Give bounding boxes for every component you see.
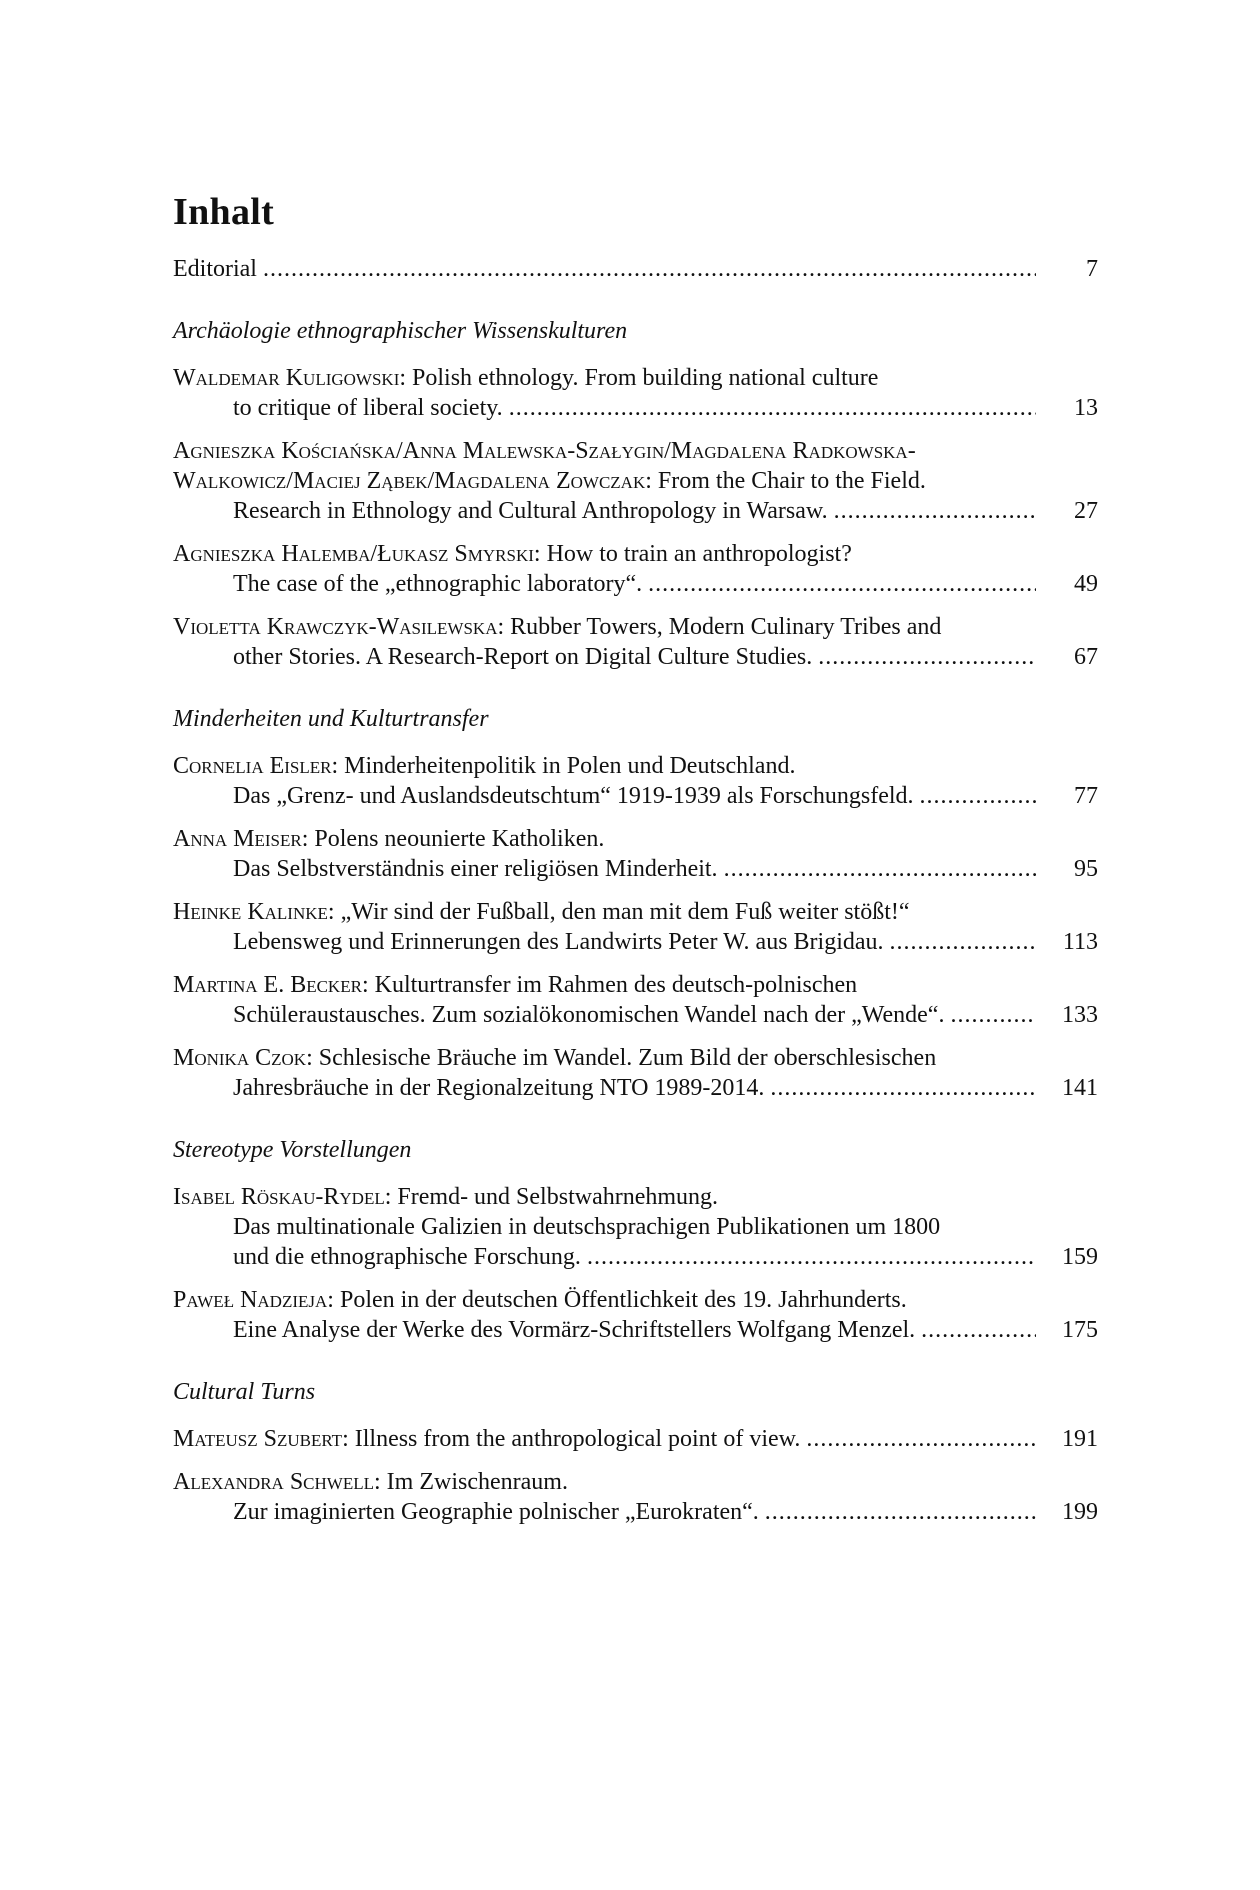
toc-entry <box>173 1424 1098 1454</box>
entry-title: Schüleraustausches. Zum sozialökonomischen Wandel nach der „Wende“. <box>233 1002 945 1028</box>
entry-title-text <box>233 854 718 884</box>
page-number: 159 <box>1062 1244 1098 1270</box>
entry-title: Research in Ethnology and Cultural Anthropology in Warsaw. <box>233 498 828 524</box>
entry-author: Agnieszka Halemba/Łukasz Smyrski <box>173 541 534 567</box>
entry-line: Walkowicz/Maciej Ząbek/Magdalena Zowczak: From the Chair to the Field. <box>173 468 926 494</box>
dot-leader <box>770 1073 1036 1103</box>
entry-continuation <box>173 1000 1098 1030</box>
page-number: 49 <box>1074 571 1098 597</box>
entry-author: Isabel Röskau-Rydel <box>173 1184 385 1210</box>
entry-title-text <box>233 393 503 423</box>
dot-leader <box>921 1315 1036 1345</box>
page-number: 141 <box>1062 1075 1098 1101</box>
dot-leader <box>818 642 1036 672</box>
entry-title-text <box>233 1242 581 1272</box>
entry-title: Das multinationale Galizien in deutschsprachigen Publikationen um 1800 <box>233 1214 941 1240</box>
toc-line <box>233 496 1098 526</box>
entry-author: Heinke Kalinke <box>173 899 328 925</box>
entry-title: How to train an anthropologist? <box>546 541 852 567</box>
entry-continuation <box>173 1497 1098 1527</box>
toc-line <box>233 1073 1098 1103</box>
page-number: 191 <box>1062 1426 1098 1452</box>
entry-title: Eine Analyse der Werke des Vormärz-Schriftstellers Wolfgang Menzel. <box>233 1317 916 1343</box>
page-number: 95 <box>1074 856 1098 882</box>
entry-title: Minderheitenpolitik in Polen und Deutschland. <box>344 753 796 779</box>
table-of-contents <box>173 190 1098 1540</box>
entry-title: Das Selbstverständnis einer religiösen Minderheit. <box>233 856 718 882</box>
entry-title: Polen in der deutschen Öffentlichkeit des 19. Jahrhunderts. <box>339 1287 907 1313</box>
toc-line <box>233 1315 1098 1345</box>
toc-entry <box>173 970 1098 1030</box>
toc-entry <box>173 1182 1098 1272</box>
page-number: 199 <box>1062 1499 1098 1525</box>
toc-entry <box>173 824 1098 884</box>
page-number: 7 <box>1086 256 1098 282</box>
entry-title: Kulturtransfer im Rahmen des deutsch-polnischen <box>374 972 858 998</box>
entry-title: Schlesische Bräuche im Wandel. Zum Bild der oberschlesischen <box>318 1045 937 1071</box>
entry-line: Anna Meiser: Polens neounierte Katholiken. <box>173 826 605 852</box>
entry-title-text <box>233 781 914 811</box>
entry-title: und die ethnographische Forschung. <box>233 1244 581 1270</box>
entry-title-text <box>233 496 828 526</box>
entry-line: Waldemar Kuligowski: Polish ethnology. From building national culture <box>173 365 879 391</box>
entry-continuation <box>173 927 1098 957</box>
dot-leader <box>648 569 1036 599</box>
entry-line: Martina E. Becker: Kulturtransfer im Rahmen des deutsch-polnischen <box>173 972 858 998</box>
entry-continuation <box>173 496 1098 526</box>
toc-entry-editorial <box>173 254 1098 284</box>
entry-title-text: Mateusz Szubert: Illness from the anthropological point of view. <box>173 1426 801 1452</box>
entry-author: Mateusz Szubert <box>173 1426 343 1452</box>
section-title: Minderheiten und Kulturtransfer <box>173 706 489 732</box>
section-title: Stereotype Vorstellungen <box>173 1137 412 1163</box>
entry-author: Martina E. Becker <box>173 972 362 998</box>
toc-entry <box>173 539 1098 599</box>
entry-title: Rubber Towers, Modern Culinary Tribes and <box>510 614 942 640</box>
entry-title: Fremd- und Selbstwahrnehmung. <box>397 1184 719 1210</box>
toc-entry <box>173 612 1098 672</box>
dot-leader <box>834 496 1036 526</box>
page-number: 77 <box>1074 783 1098 809</box>
entry-title: Zur imaginierten Geographie polnischer „Eurokraten“. <box>233 1499 759 1525</box>
entry-author: Alexandra Schwell <box>173 1469 374 1495</box>
toc-line <box>233 1000 1098 1030</box>
dot-leader <box>587 1242 1036 1272</box>
entry-continuation <box>173 569 1098 599</box>
page-number: 175 <box>1062 1317 1098 1343</box>
toc-entry <box>173 1467 1098 1527</box>
entry-line: Cornelia Eisler: Minderheitenpolitik in Polen und Deutschland. <box>173 753 796 779</box>
toc-line <box>233 642 1098 672</box>
entry-continuation <box>173 1315 1098 1345</box>
entry-author: Waldemar Kuligowski <box>173 365 400 391</box>
entry-title: From the Chair to the Field. <box>657 468 926 494</box>
entry-continuation <box>173 1242 1098 1272</box>
entry-title: Im Zwischenraum. <box>386 1469 568 1495</box>
entry-author: Anna Meiser <box>173 826 302 852</box>
toc-line <box>233 854 1098 884</box>
entry-title: The case of the „ethnographic laboratory“. <box>233 571 643 597</box>
entry-author: Cornelia Eisler <box>173 753 332 779</box>
entry-line <box>173 1424 1098 1454</box>
entry-line: Violetta Krawczyk-Wasilewska: Rubber Towers, Modern Culinary Tribes and <box>173 614 942 640</box>
entry-continuation <box>173 1073 1098 1103</box>
page-number: 67 <box>1074 644 1098 670</box>
entry-title: Polish ethnology. From building national culture <box>412 365 879 391</box>
toc-entry <box>173 363 1098 423</box>
entry-continuation <box>173 642 1098 672</box>
page-number: 27 <box>1074 498 1098 524</box>
toc-entry <box>173 1043 1098 1103</box>
toc-line <box>173 254 1098 284</box>
toc-line <box>233 1497 1098 1527</box>
entry-title: to critique of liberal society. <box>233 395 503 421</box>
entry-line: Alexandra Schwell: Im Zwischenraum. <box>173 1469 568 1495</box>
toc-entry <box>173 436 1098 526</box>
entry-author: Violetta Krawczyk-Wasilewska <box>173 614 498 640</box>
toc-sections <box>173 318 1098 1527</box>
dot-leader <box>920 781 1036 811</box>
toc-line <box>233 1242 1098 1272</box>
entry-title-text <box>233 642 812 672</box>
entry-author: Paweł Nadzieja <box>173 1287 328 1313</box>
page-title: Inhalt <box>173 191 275 233</box>
entry-title: Polens neounierte Katholiken. <box>314 826 605 852</box>
entry-title-text <box>233 1315 915 1345</box>
entry-title: Lebensweg und Erinnerungen des Landwirts Peter W. aus Brigidau. <box>233 929 884 955</box>
entry-title: other Stories. A Research-Report on Digital Culture Studies. <box>233 644 813 670</box>
entry-line: Agnieszka Halemba/Łukasz Smyrski: How to train an anthropologist? <box>173 541 852 567</box>
page-number: 13 <box>1074 395 1098 421</box>
entry-continuation <box>173 1212 1098 1242</box>
entry-title-text <box>233 927 884 957</box>
toc-line <box>233 393 1098 423</box>
entry-title: „Wir sind der Fußball, den man mit dem Fuß weiter stößt!“ <box>340 899 910 925</box>
entry-line <box>173 436 1098 466</box>
entry-title: Jahresbräuche in der Regionalzeitung NTO 1989-2014. <box>233 1075 765 1101</box>
toc-line <box>233 927 1098 957</box>
section-title: Cultural Turns <box>173 1379 316 1405</box>
toc-entry <box>173 897 1098 957</box>
entry-line: Paweł Nadzieja: Polen in der deutschen Öffentlichkeit des 19. Jahrhunderts. <box>173 1287 907 1313</box>
toc-entry <box>173 1285 1098 1345</box>
entry-title-text <box>233 1000 944 1030</box>
entry-title-text <box>233 1497 759 1527</box>
toc-entry <box>173 751 1098 811</box>
entry-line: Monika Czok: Schlesische Bräuche im Wandel. Zum Bild der oberschlesischen <box>173 1045 937 1071</box>
entry-continuation <box>173 393 1098 423</box>
entry-continuation <box>173 781 1098 811</box>
dot-leader <box>950 1000 1036 1030</box>
entry-continuation <box>173 854 1098 884</box>
entry-author: Agnieszka Kościańska/Anna Malewska-Szałygin/Magdalena Radkowska- <box>173 438 916 464</box>
entry-line: Heinke Kalinke: „Wir sind der Fußball, den man mit dem Fuß weiter stößt!“ <box>173 899 910 925</box>
dot-leader <box>765 1497 1036 1527</box>
dot-leader <box>806 1424 1036 1454</box>
dot-leader <box>890 927 1036 957</box>
dot-leader <box>509 393 1036 423</box>
entry-line: Isabel Röskau-Rydel: Fremd- und Selbstwahrnehmung. <box>173 1184 719 1210</box>
page-number: 113 <box>1062 929 1098 955</box>
entry-title: Editorial <box>173 256 257 282</box>
entry-title-text <box>233 1073 764 1103</box>
entry-author: Monika Czok <box>173 1045 307 1071</box>
dot-leader <box>724 854 1036 884</box>
toc-line <box>233 569 1098 599</box>
entry-title: Illness from the anthropological point of view. <box>354 1426 801 1452</box>
entry-title-text <box>233 569 642 599</box>
page-number: 133 <box>1062 1002 1098 1028</box>
toc-line <box>233 781 1098 811</box>
entry-author-cont: Walkowicz/Maciej Ząbek/Magdalena Zowczak <box>173 468 646 494</box>
section-title: Archäologie ethnographischer Wissenskulturen <box>173 318 628 344</box>
entry-title: Das „Grenz- und Auslandsdeutschtum“ 1919-1939 als Forschungsfeld. <box>233 783 914 809</box>
toc-line <box>173 1424 1098 1454</box>
dot-leader <box>263 254 1036 284</box>
